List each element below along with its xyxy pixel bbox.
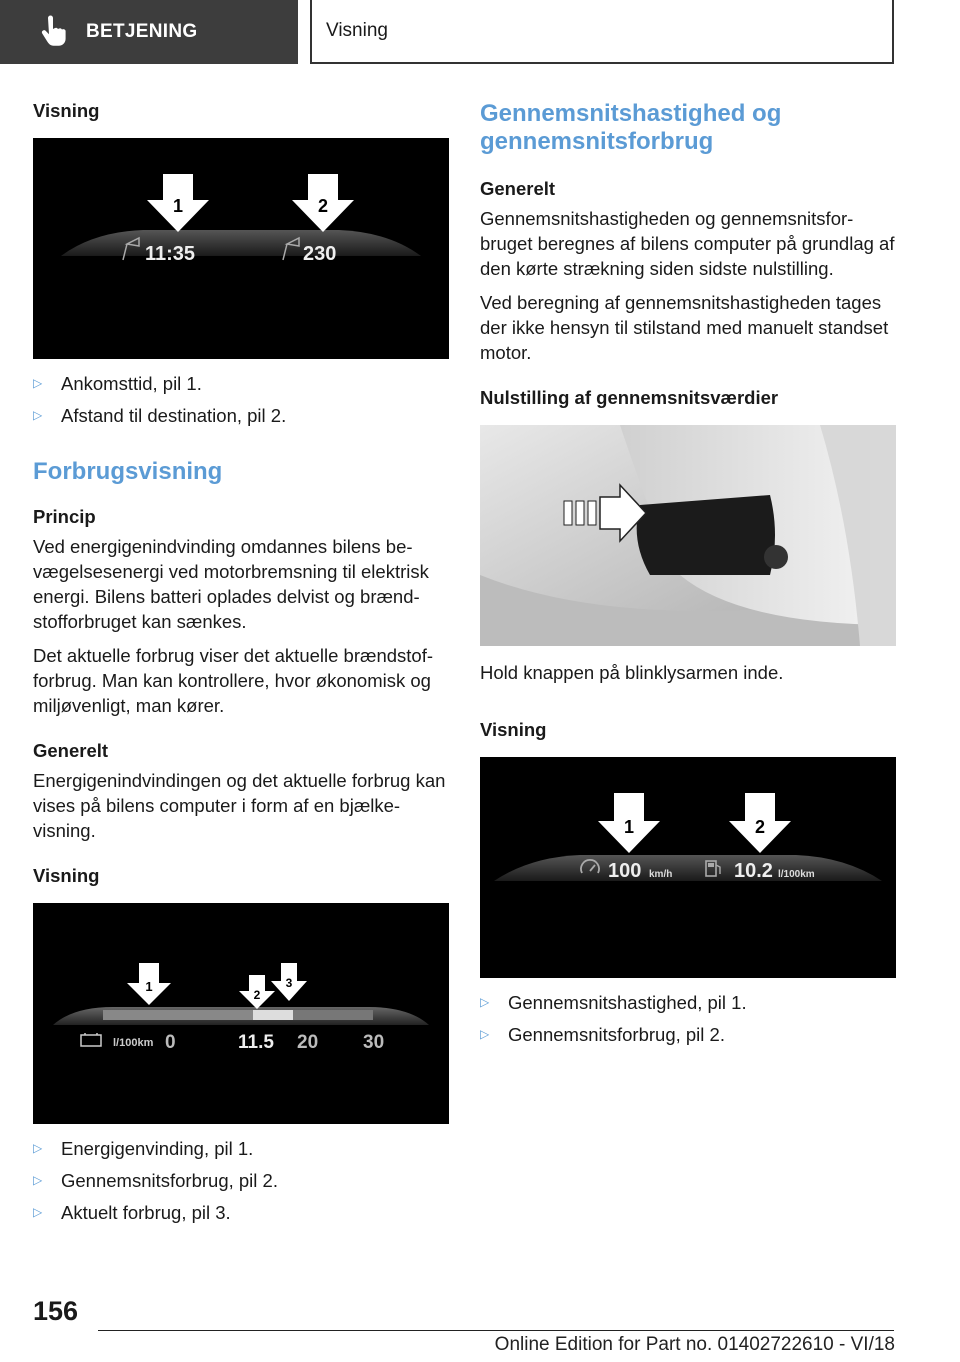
section-tab <box>310 0 894 64</box>
generelt-heading-right: Generelt <box>480 178 556 199</box>
average-marker <box>253 1010 293 1020</box>
triangle-bullet-icon: ▷ <box>33 1141 43 1155</box>
bullet-list-1 <box>33 371 449 428</box>
list-item: ▷ Gennemsnitshastighed, pil 1. <box>480 992 747 1013</box>
arrow-2-label: 2 <box>317 196 329 216</box>
bullet-list-2 <box>33 1136 449 1225</box>
average-consumption: 10.2 <box>734 860 773 882</box>
chapter-label: BETJENING <box>86 21 198 42</box>
scale-ticks <box>293 1010 373 1020</box>
speed-unit: km/h <box>649 869 673 880</box>
visning-heading-2: Visning <box>33 865 100 886</box>
arrow-1-label: 1 <box>623 817 635 837</box>
stalk-knob <box>764 545 788 569</box>
list-item: ▷ Ankomsttid, pil 1. <box>33 373 202 394</box>
chapter-tab[interactable] <box>0 0 298 64</box>
triangle-bullet-icon: ▷ <box>33 1205 43 1219</box>
figure-indicator-stalk <box>480 425 896 646</box>
display-bar <box>494 855 882 881</box>
scale-label-20: 20 <box>297 1032 319 1053</box>
princip-paragraph-2: Det aktuelle forbrug viser det aktuelle brændstofforbrug. Man kan kontrollere, hvor økonomisk og miljøvenligt, man kører. <box>33 645 434 716</box>
left-column <box>33 100 449 1232</box>
hand-pointer-icon <box>36 14 72 50</box>
section-title: Gennemsnitshastighed og gennemsnitsforbrug <box>480 100 782 155</box>
right-column <box>480 100 896 1054</box>
edition-footer: Online Edition for Part no. 01402722610 - VI/18 <box>494 1334 895 1355</box>
princip-paragraph-1: Ved energigenindvinding omdannes bilens bevægelsesenergi ved motorbremsning til elektrisk energi. Bilens batteri oplades delvist og brændstofforbruget kan sænkes. <box>33 536 429 632</box>
list-item: ▷ Aktuelt forbrug, pil 3. <box>33 1202 231 1223</box>
triangle-bullet-icon: ▷ <box>33 408 43 422</box>
forbrugsvisning-title: Forbrugsvisning <box>33 458 223 485</box>
visning-heading-right: Visning <box>480 719 547 740</box>
arrow-1-label: 1 <box>145 979 153 994</box>
footer-divider <box>98 1330 894 1331</box>
destination-distance: 230 <box>303 243 337 265</box>
figure-arrival-distance <box>33 138 449 359</box>
consumption-unit: l/100km <box>778 869 815 880</box>
scale-ticks <box>103 1010 253 1020</box>
unit-label: l/100km <box>113 1037 154 1049</box>
average-speed: 100 <box>608 860 642 882</box>
generelt-heading: Generelt <box>33 740 109 761</box>
right-paragraph-2: Ved beregning af gennemsnitshastigheden tages der ikke hensyn til stilstand med manuelt standset motor. <box>480 292 889 363</box>
scale-label-30: 30 <box>363 1032 385 1053</box>
indicator-stalk <box>637 495 775 575</box>
list-item: ▷ Afstand til destination, pil 2. <box>33 405 287 426</box>
list-item: ▷ Gennemsnitsforbrug, pil 2. <box>33 1170 278 1191</box>
list-item: ▷ Energigenvinding, pil 1. <box>33 1138 254 1159</box>
right-paragraph-1: Gennemsnitshastigheden og gennemsnitsforbruget beregnes af bilens computer på grundlag af den kørte strækning siden sidste nulstilling. <box>480 208 895 279</box>
figure-consumption-bar <box>33 903 449 1124</box>
hold-instruction: Hold knappen på blinklysarmen inde. <box>480 662 784 683</box>
page-number: 156 <box>33 1296 79 1326</box>
current-consumption: 11.5 <box>238 1032 274 1053</box>
arrow-2-label: 2 <box>253 988 261 1002</box>
arrow-1-label: 1 <box>172 196 184 216</box>
triangle-bullet-icon: ▷ <box>480 1027 490 1041</box>
generelt-paragraph: Energigenindvindingen og det aktuelle forbrug kan vises på bilens computer i form af en bjælkevisning. <box>33 770 446 841</box>
arrival-time: 11:35 <box>145 243 196 265</box>
visning-heading: Visning <box>33 100 100 121</box>
triangle-bullet-icon: ▷ <box>33 376 43 390</box>
princip-heading: Princip <box>33 506 96 527</box>
section-label: Visning <box>326 20 388 41</box>
bullet-list-right <box>480 990 896 1047</box>
display-bar <box>61 230 421 256</box>
figure-speed-consumption <box>480 757 896 978</box>
scale-label-0: 0 <box>165 1032 176 1053</box>
nulstilling-heading: Nulstilling af gennemsnitsværdier <box>480 387 779 408</box>
arrow-3-label: 3 <box>285 976 293 990</box>
triangle-bullet-icon: ▷ <box>480 995 490 1009</box>
triangle-bullet-icon: ▷ <box>33 1173 43 1187</box>
arrow-2-label: 2 <box>754 817 766 837</box>
list-item: ▷ Gennemsnitsforbrug, pil 2. <box>480 1024 725 1045</box>
